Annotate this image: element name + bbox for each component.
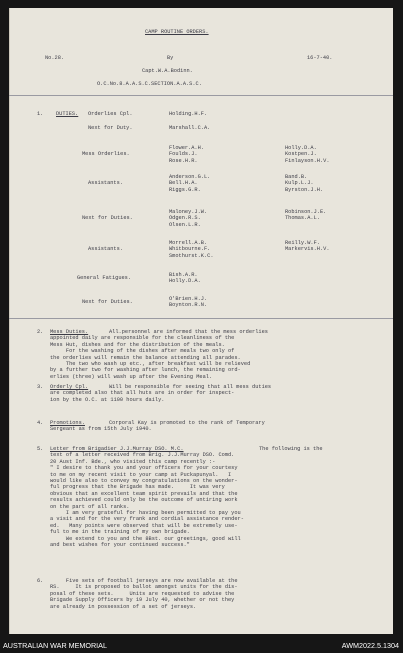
- paragraph-line: would like also to convey my congratulations on the wonder-: [50, 478, 238, 484]
- unit-name: O.C.No.8.A.A.S.C.SECTION.A.A.S.C.: [97, 81, 202, 87]
- paragraph-line: ion by the O.C. at 1100 hours daily.: [50, 396, 165, 403]
- footer-accession-number: AWM2022.5.1304: [341, 641, 399, 650]
- header-rule: [9, 95, 393, 96]
- duty-name-right: Band.B.: [285, 174, 308, 180]
- paragraph-line: Corporal Kay is promoted to the rank of Temporary: [109, 420, 265, 426]
- duty-name: Flower.A.H.: [169, 145, 204, 151]
- document-page: [9, 8, 393, 634]
- duty-label: Assistants.: [88, 246, 123, 252]
- duty-label: Orderlies Cpl.: [88, 111, 133, 117]
- section-5-heading: Letter from Brigadier J.J.Murray DSO. M.C.: [50, 446, 184, 452]
- duty-name: Foulds.J.: [169, 151, 198, 158]
- section-1-number: 1.: [37, 111, 44, 117]
- duty-name: Marshall.C.A.: [169, 125, 211, 131]
- paragraph-line: The following is the: [259, 446, 323, 452]
- paragraph-line: I am very grateful for having been permitted to pay you: [50, 510, 241, 516]
- by-label: By: [167, 55, 174, 61]
- duty-name-right: Byrston.J.H.: [285, 186, 324, 193]
- duty-label: Next for Duty.: [88, 125, 133, 131]
- paragraph-line: by a further two for washing after lunch, the remaining ord-: [50, 367, 241, 374]
- duty-name-right: Finlayson.H.V.: [285, 157, 330, 164]
- duty-name-right: Markervis.H.V.: [285, 246, 330, 253]
- duty-name: Anderson.G.L.: [169, 174, 211, 180]
- footer-institution: AUSTRALIAN WAR MEMORIAL: [3, 641, 107, 650]
- archive-footer: [0, 638, 403, 653]
- paragraph-line: RS. It is proposed to ballot amongst units for the dis-: [50, 584, 238, 591]
- duty-name: Smothurst.K.C.: [169, 252, 214, 259]
- paragraph-line: ful progress that the Brigade has made. It was very: [50, 484, 225, 491]
- duty-name: Morrell.A.B.: [169, 240, 208, 246]
- duty-label: Next for Duties.: [82, 299, 133, 305]
- duty-name: Holly.D.A.: [169, 278, 201, 285]
- paragraph-line: are already in possession of a set of jerseys.: [50, 603, 197, 610]
- duty-name: Odgen.R.S.: [169, 215, 201, 222]
- paragraph-line: Will be responsible for seeing that all mess duties: [109, 384, 272, 390]
- section-2-heading: Mess Duties.: [50, 329, 89, 335]
- paragraph-line: text of a letter received from Brig. J.J.Murray DSO. Comd.: [50, 452, 235, 459]
- paragraph-line: We extend to you and the 8Bst. our greetings, good will: [50, 535, 241, 542]
- paragraph-line: are completed also that all huts are in order for inspect-: [50, 390, 235, 397]
- paragraph-line: posal of these sets. Units are requested to advise the: [50, 590, 235, 597]
- duty-name-right: Kostpen.J.: [285, 151, 317, 158]
- section-2-number: 2.: [37, 329, 44, 335]
- section-rule: [9, 318, 393, 319]
- duty-name-right: Holly.D.A.: [285, 145, 317, 151]
- duty-label: Mess Orderlies.: [82, 151, 130, 157]
- order-date: 16-7-40.: [307, 55, 333, 61]
- duty-name-right: Thomas.A.L.: [285, 215, 320, 222]
- paragraph-line: obvious that an excellent team spirit prevails and that the: [50, 490, 238, 497]
- paragraph-line: a visit and for the very frank and cordial assistance render-: [50, 516, 244, 523]
- officer-name: Capt.W.A.Bodinn.: [142, 68, 193, 74]
- paragraph-line: Five sets of football jerseys are now available at the: [50, 578, 238, 584]
- paragraph-line: " I desire to thank you and your officers for your courtesy: [50, 465, 238, 472]
- paragraph-line: to me on my recent visit to your camp at Puckapunyal. I: [50, 471, 232, 478]
- paragraph-line: the orderlies will remain the balance attending all parades.: [50, 354, 241, 361]
- duty-name: Rose.H.R.: [169, 157, 198, 164]
- duty-name: Riggs.G.R.: [169, 186, 201, 193]
- section-3-heading: Orderly Cpl.: [50, 384, 89, 390]
- duty-name-right: Reilly.W.F.: [285, 240, 320, 246]
- duty-name: O'Brien.H.J.: [169, 296, 208, 302]
- section-5-number: 5.: [37, 446, 44, 452]
- paragraph-line: Mess Hut, dishes and for the distribution of the meals.: [50, 341, 225, 348]
- paragraph-line: Brigade Supply Officers by 19 July 40, whether or not they: [50, 597, 235, 604]
- paragraph-line: and best wishes for your continued success.": [50, 542, 190, 548]
- page-edge: [9, 8, 10, 634]
- duty-name: Maloney.J.W.: [169, 209, 208, 215]
- paragraph-line: ful to me in the training of my own brigade.: [50, 529, 190, 536]
- duty-name-right: Robinson.J.E.: [285, 209, 327, 215]
- paragraph-line: on the part of all ranks.: [50, 503, 130, 510]
- duty-name: Whitbourne.F.: [169, 246, 211, 253]
- section-3-number: 3.: [37, 384, 44, 390]
- duty-label: Assistants.: [88, 180, 123, 186]
- section-1-heading: DUTIES.: [56, 111, 79, 117]
- duty-name: Olsen.L.R.: [169, 221, 201, 228]
- order-number: No.28.: [45, 55, 65, 61]
- paragraph-line: appointed daily are responsible for the cleanliness of the: [50, 335, 235, 342]
- paragraph-line: The two who wash up etc., after breakfast will be relieved: [50, 361, 251, 367]
- duty-label: General Fatigues.: [77, 275, 132, 281]
- duty-name: Holding.H.F.: [169, 111, 208, 117]
- paragraph-line: Sergeant as from 15th July 1940.: [50, 426, 152, 433]
- duty-name: Bell.H.A.: [169, 180, 198, 187]
- paragraph-line: For the washing of the dishes after meals two only of: [50, 348, 235, 355]
- section-6-number: 6.: [37, 578, 44, 584]
- duty-label: Next for Duties.: [82, 215, 133, 221]
- section-4-number: 4.: [37, 420, 44, 426]
- section-4-heading: Promotions.: [50, 420, 85, 426]
- document-title: CAMP ROUTINE ORDERS.: [145, 29, 209, 35]
- duty-name-right: Kulp.L.J.: [285, 180, 314, 187]
- paragraph-line: All.personnel are informed that the mess orderlies: [109, 329, 268, 335]
- duty-name: Boynton.R.N.: [169, 302, 208, 309]
- paragraph-line: results achieved could only be the outcome of untiring work: [50, 497, 238, 504]
- duty-name: Bish.A.R.: [169, 272, 198, 278]
- paragraph-line: 20 Aust Inf. Bde., who visited this camp recently :-: [50, 458, 216, 465]
- paragraph-line: erlies (three) will wash up after the Evening Meal.: [50, 373, 213, 380]
- paragraph-line: ed. Many points were observed that will be extremely use-: [50, 522, 238, 529]
